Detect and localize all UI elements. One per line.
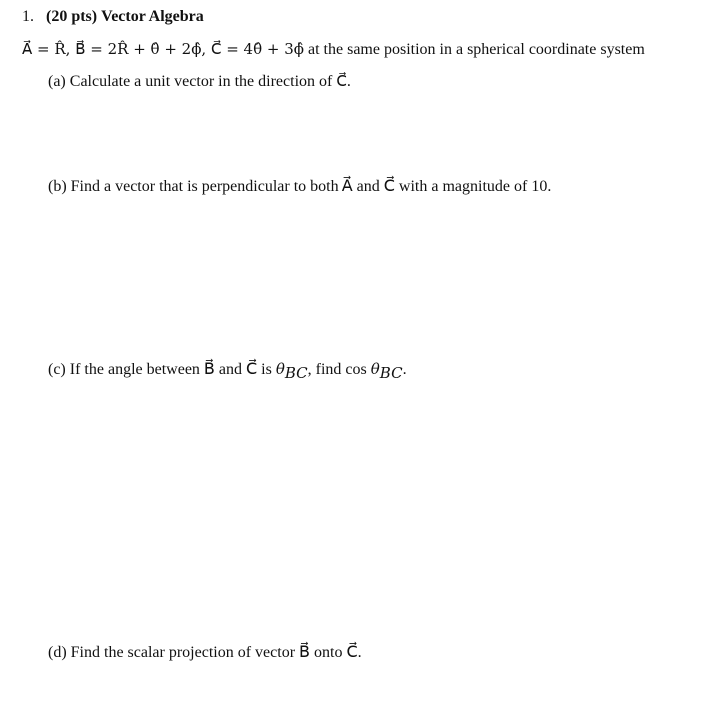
cos-theta-subscript: BC [379,364,403,383]
problem-number: 1. [22,8,34,25]
question-c [48,359,407,382]
problem-title: Vector Algebra [101,8,204,25]
question-d-text: Find the scalar projection of vector B⃗ onto C⃗. [70,644,362,661]
question-a-label: (a) [48,73,66,90]
vector-definitions-text: at the same position in a spherical coordinate system [304,41,645,58]
question-c-end: . [402,361,407,378]
vector-definitions-math: A⃗ = R̂, B⃗ = 2R̂ + θ̂ + 2ϕ̂, C⃗ = 4θ̂ + 3ϕ̂ [22,40,304,58]
vector-definitions [22,40,645,59]
question-c-label: (c) [48,361,66,378]
question-a [48,72,351,91]
question-a-math: C⃗ [336,72,347,90]
question-d [48,642,362,662]
problem-heading [22,8,204,26]
question-c-text1: If the angle between B⃗ and C⃗ is [69,361,276,378]
cos-theta-symbol: θ [370,360,380,378]
question-d-label: (d) [48,644,67,661]
question-b-text: Find a vector that is perpendicular to both A⃗ and C⃗ with a magnitude of 10. [70,178,552,195]
question-c-text2: , find cos [307,361,371,378]
theta-bc-symbol: θ [275,360,285,378]
theta-bc-subscript: BC [284,364,308,383]
question-a-text: Calculate a unit vector in the direction of [69,73,337,90]
question-b [48,176,551,196]
question-b-label: (b) [48,178,67,195]
question-a-end: . [346,73,351,90]
problem-points: (20 pts) [46,8,98,25]
